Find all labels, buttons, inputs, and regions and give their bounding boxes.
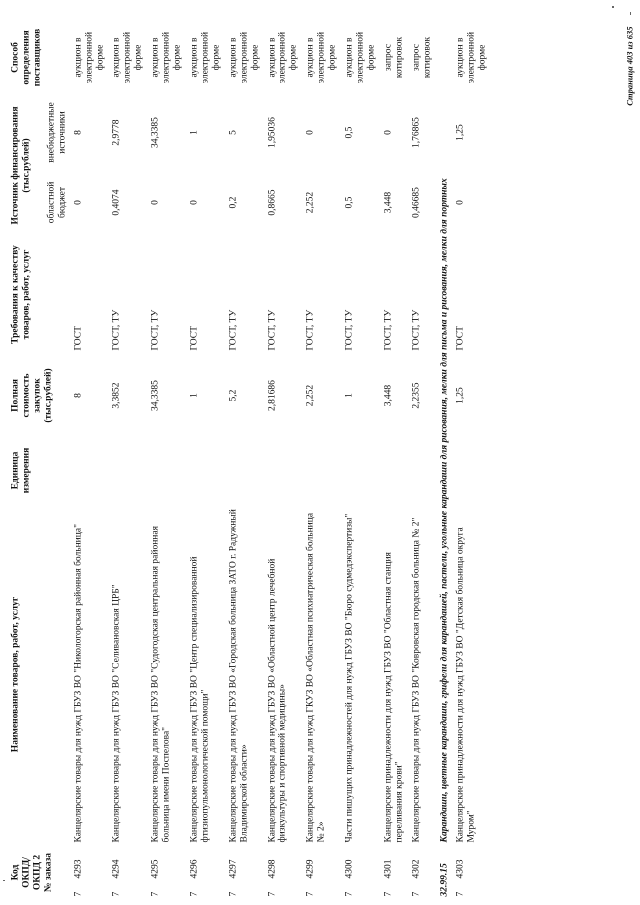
cell-cost: 1,25 — [455, 386, 466, 404]
table-row — [302, 19, 341, 899]
cell-extrabudget: 0 — [382, 129, 393, 135]
cell-order-number: 4301 — [382, 859, 393, 878]
table-row — [70, 19, 109, 899]
cell-extrabudget: 0 — [305, 129, 316, 135]
cell-order-number: 4294 — [111, 859, 122, 878]
cell-okpd: 7 — [188, 891, 199, 896]
cell-cost: 3,3852 — [111, 381, 122, 409]
cell-name: Канцелярские товары для нужд ГБУЗ ВО "Никологорская районная больница" — [72, 523, 83, 842]
cell-unit — [341, 437, 380, 503]
cell-unit — [302, 437, 341, 503]
cell-extrabudget: 8 — [72, 129, 83, 135]
cell-unit — [108, 437, 147, 503]
cell-name: Канцелярские товары для нужд ГКУЗ ВО «Областная психиатрическая больница № 2» — [305, 512, 327, 842]
cell-order-number: 4302 — [410, 859, 421, 878]
cell-extrabudget: 1,95036 — [266, 116, 277, 148]
cell-order-number: 4295 — [150, 859, 161, 878]
header-method: Способ определения поставщиков — [10, 28, 42, 86]
cell-name: Канцелярские принадлежности для нужд ГБУЗ ВО "Детская больница округа Муром" — [455, 526, 477, 842]
cell-okpd: 7 — [410, 891, 421, 896]
cell-order-number: 4303 — [455, 859, 466, 878]
cell-extrabudget: 2,9778 — [111, 118, 122, 146]
cell-order-number: 4296 — [188, 859, 199, 878]
cell-okpd: 7 — [72, 891, 83, 896]
cell-name: Канцелярские товары для нужд ГБУЗ ВО "Судогодская центральная районная больница имени Поспелова" — [150, 525, 172, 842]
cell-regional-budget: 0 — [72, 199, 83, 205]
procurement-table — [8, 19, 491, 899]
cell-regional-budget: 0,8665 — [266, 188, 277, 216]
cell-unit — [225, 437, 264, 503]
cell-regional-budget: 0 — [150, 199, 161, 205]
cell-order-number: 4297 — [227, 859, 238, 878]
header-cost: Полная стоимость закупок (тыс.рублей) — [10, 367, 53, 423]
header-financing-label: Источник финансирования (тыс.рублей) — [10, 106, 31, 225]
cell-method: аукцион в электронной форме — [150, 31, 183, 83]
cell-cost: 8 — [72, 392, 83, 398]
cell-requirements: ГОСТ, ТУ — [266, 309, 277, 350]
cell-unit — [147, 437, 186, 503]
cell-okpd: 7 — [227, 891, 238, 896]
cell-requirements: ГОСТ, ТУ — [410, 309, 421, 350]
table-body — [70, 19, 492, 899]
cell-requirements: ГОСТ — [188, 325, 199, 350]
cell-regional-budget: 0 — [188, 199, 199, 205]
table-row — [108, 19, 147, 899]
cell-cost: 2,252 — [305, 384, 316, 406]
cell-requirements: ГОСТ, ТУ — [111, 309, 122, 350]
group-row — [436, 19, 453, 899]
cell-method: аукцион в электронной форме — [344, 31, 376, 83]
cell-regional-budget: 0 — [455, 199, 466, 205]
cell-extrabudget: 0,5 — [344, 126, 355, 138]
cell-cost: 5,2 — [227, 389, 238, 401]
cell-okpd: 7 — [382, 891, 393, 896]
cell-order-number: 4299 — [305, 859, 316, 878]
cell-name: Канцелярские принадлежности для нужд ГБУЗ ВО "Областная станция переливания крови" — [382, 551, 404, 842]
cell-name: Канцелярские товары для нужд ГБУЗ ВО «Городская больница ЗАТО г. Радужный Владимирской области» — [227, 508, 249, 842]
cell-unit — [70, 437, 109, 503]
scan-speck — [630, 12, 631, 15]
table-row — [380, 19, 408, 899]
cell-requirements: ГОСТ — [72, 325, 83, 350]
scan-speck — [3, 880, 5, 881]
cell-method: аукцион в электронной форме — [72, 31, 105, 83]
cell-method: аукцион в электронной форме — [266, 31, 299, 83]
group-code: 32.99.15 — [438, 862, 449, 896]
table-row — [186, 19, 225, 899]
cell-requirements: ГОСТ, ТУ — [150, 309, 161, 350]
cell-method: запрос котировок — [382, 36, 404, 78]
table-row — [452, 19, 491, 899]
header-regional: областной бюджет — [45, 181, 67, 223]
cell-unit — [408, 437, 436, 503]
cell-cost: 3,448 — [382, 384, 393, 406]
cell-name: Канцелярские товары для нужд ГБУЗ ВО "Ковровская городская больница № 2" — [410, 517, 421, 842]
cell-extrabudget: 1,76865 — [410, 116, 421, 148]
table-row — [408, 19, 436, 899]
cell-okpd: 7 — [111, 891, 122, 896]
group-title: Карандаши, цветные карандаши, грифели для карандашей, пастели, угольные карандаши для рисования, мелки для письма и рисования, мелки для портных — [438, 177, 449, 842]
header-unit: Единица измерения — [10, 447, 31, 493]
cell-method: запрос котировок — [410, 36, 432, 78]
cell-okpd: 7 — [455, 891, 466, 896]
cell-requirements: ГОСТ — [455, 325, 466, 350]
table-row — [264, 19, 303, 899]
cell-method: аукцион в электронной форме — [305, 31, 338, 83]
cell-unit — [380, 437, 408, 503]
cell-method: аукцион в электронной форме — [188, 31, 221, 83]
cell-regional-budget: 3,448 — [382, 191, 393, 213]
cell-cost: 2,81686 — [266, 379, 277, 411]
cell-extrabudget: 34,3385 — [150, 116, 161, 148]
header-name: Наименование товаров, работ, услуг — [10, 596, 20, 752]
cell-name: Канцелярские товары для нужд ГБУЗ ВО "Селивановская ЦРБ" — [111, 583, 122, 842]
cell-name: Канцелярские товары для нужд ГБУЗ ВО «Областной центр лечебной физкультуры и спортивной медицины» — [266, 558, 288, 842]
cell-okpd: 7 — [150, 891, 161, 896]
cell-requirements: ГОСТ, ТУ — [344, 309, 355, 350]
cell-unit — [264, 437, 303, 503]
cell-unit — [452, 437, 491, 503]
header-code — [8, 845, 70, 899]
header-code-label: Код ОКПД/ ОКПД 2 — [10, 854, 42, 890]
cell-method: аукцион в электронной форме — [455, 31, 488, 83]
cell-method: аукцион в электронной форме — [227, 31, 260, 83]
cell-cost: 1 — [344, 392, 355, 398]
cell-extrabudget: 1 — [188, 129, 199, 135]
header-extrabudget: внебюджетные источники — [45, 101, 67, 163]
header-requirements: Требования к качеству товаров, работ, услуг — [10, 244, 31, 344]
cell-regional-budget: 2,252 — [305, 191, 316, 213]
cell-cost: 34,3385 — [150, 379, 161, 411]
cell-regional-budget: 0,5 — [344, 196, 355, 208]
cell-okpd: 7 — [266, 891, 277, 896]
cell-regional-budget: 0,46685 — [410, 186, 421, 218]
header-order-label: № заказа — [42, 852, 53, 892]
cell-order-number: 4298 — [266, 859, 277, 878]
scan-speck — [612, 6, 614, 8]
table-header-row — [8, 19, 70, 899]
cell-name: Части пишущих принадлежностей для нужд ГБУЗ ВО "Бюро судмедэкспертизы" — [344, 513, 355, 842]
cell-extrabudget: 5 — [227, 129, 238, 135]
cell-requirements: ГОСТ, ТУ — [305, 309, 316, 350]
cell-requirements: ГОСТ, ТУ — [382, 309, 393, 350]
cell-order-number: 4293 — [72, 859, 83, 878]
cell-cost: 2,2355 — [410, 381, 421, 409]
cell-requirements: ГОСТ, ТУ — [227, 309, 238, 350]
cell-okpd: 7 — [344, 891, 355, 896]
cell-cost: 1 — [188, 392, 199, 398]
header-financing — [8, 95, 70, 235]
cell-okpd: 7 — [305, 891, 316, 896]
cell-order-number: 4300 — [344, 859, 355, 878]
table-row — [341, 19, 380, 899]
table-row — [225, 19, 264, 899]
cell-method: аукцион в электронной форме — [111, 31, 144, 83]
cell-name: Канцелярские товары для нужд ГБУЗ ВО "Центр специализированной фтизиопульмонологической помощи" — [188, 556, 210, 842]
cell-regional-budget: 0,2 — [227, 196, 238, 208]
cell-regional-budget: 0,4074 — [111, 188, 122, 216]
page-number: Страница 403 из 635 — [624, 26, 634, 106]
cell-extrabudget: 1,25 — [455, 123, 466, 141]
table-row — [147, 19, 186, 899]
cell-unit — [186, 437, 225, 503]
